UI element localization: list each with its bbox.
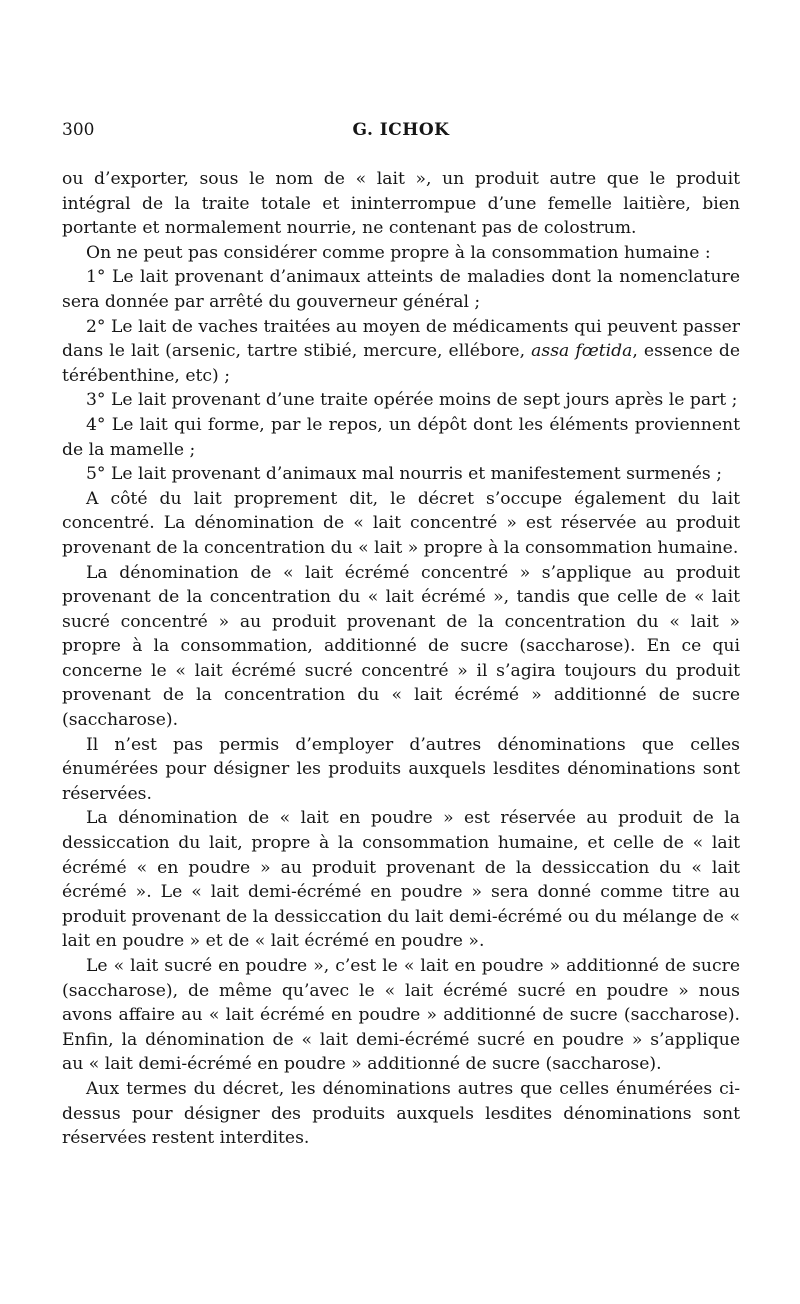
paragraph-continuation: ou d’exporter, sous le nom de « lait », un produit autre que le produit intégral de la traite totale et ininterrompue d’une femelle laitière, bien portante et normalement nourrie, ne contenant pas de colostrum. [62, 169, 740, 239]
paragraph-conclusion: Aux termes du décret, les dénominations autres que celles énumérées ci-dessus pour désigner des produits auxquels lesdites dénominations sont réservées restent interdites. [62, 1078, 740, 1149]
running-head: G. ICHOK [352, 120, 450, 140]
paragraph-lait-sucre-en-poudre: Le « lait sucré en poudre », c’est le « lait en poudre » additionné de sucre (saccharose), de même qu’avec le « lait écrémé sucré en poudre » nous avons affaire au « lait écrémé en poudre » additionné de sucre (saccharose). Enfin, la dénomination de « lait demi-écrémé sucré en poudre » s’applique au « lait demi-écrémé en poudre » additionné de sucre (saccharose). [62, 956, 740, 1075]
page-header [62, 120, 740, 144]
paragraph-lait-concentre: A côté du lait proprement dit, le décret s’occupe également du lait concentré. La dénomination de « lait concentré » est réservée au produit provenant de la concentration du « lait » propre à la consommation humaine. [62, 488, 740, 558]
list-item-5: 5° Le lait provenant d’animaux mal nourris et manifestement surmenés ; [86, 464, 722, 485]
body-text [62, 167, 740, 1151]
list-item-1: 1° Le lait provenant d’animaux atteints de maladies dont la nomenclature sera donnée par arrêté du gouverneur général ; [62, 267, 740, 312]
list-item-2-text-a: 2° Le lait de vaches traitées au moyen de médicaments qui peuvent passer dans le lait (arsenic, tartre stibié, mercure, ellébore, [62, 316, 740, 362]
list-item-2 [62, 315, 740, 389]
paragraph-intro-list: On ne peut pas considérer comme propre à la consommation humaine : [86, 242, 711, 263]
list-item-3: 3° Le lait provenant d’une traite opérée moins de sept jours après le part ; [86, 390, 738, 411]
list-item-4: 4° Le lait qui forme, par le repos, un dépôt dont les éléments proviennent de la mamelle ; [62, 414, 740, 460]
paragraph-lait-en-poudre: La dénomination de « lait en poudre » est réservée au produit de la dessiccation du lait, propre à la consommation humaine, et celle de « lait écrémé « en poudre » au produit provenant de la dessiccation du « lait écrémé ». Le « lait demi-écrémé en poudre » sera donné comme titre au produit provenant de la dessiccation du lait demi-écrémé ou du mélange de « lait en poudre » et de « lait écrémé en poudre ». [62, 808, 740, 952]
paragraph-lait-ecreme-concentre: La dénomination de « lait écrémé concentré » s’applique au produit provenant de la concentration du « lait écrémé », tandis que celle de « lait sucré concentré » au produit provenant de la concentration du « lait » propre à la consommation, additionné de sucre (saccharose). En ce qui concerne le « lait écrémé sucré concentré » il s’agira toujours du produit provenant de la concentration du « lait écrémé » additionné de sucre (saccharose). [62, 562, 740, 731]
list-item-2-italic: assa fœtida [531, 341, 633, 362]
paragraph-autres-denominations: Il n’est pas permis d’employer d’autres dénominations que celles énumérées pour désigner les produits auxquels lesdites dénominations sont réservées. [62, 734, 740, 804]
page-number: 300 [62, 120, 95, 140]
list-item-2-text-b: , essence de térébenthine, etc) ; [62, 341, 740, 386]
